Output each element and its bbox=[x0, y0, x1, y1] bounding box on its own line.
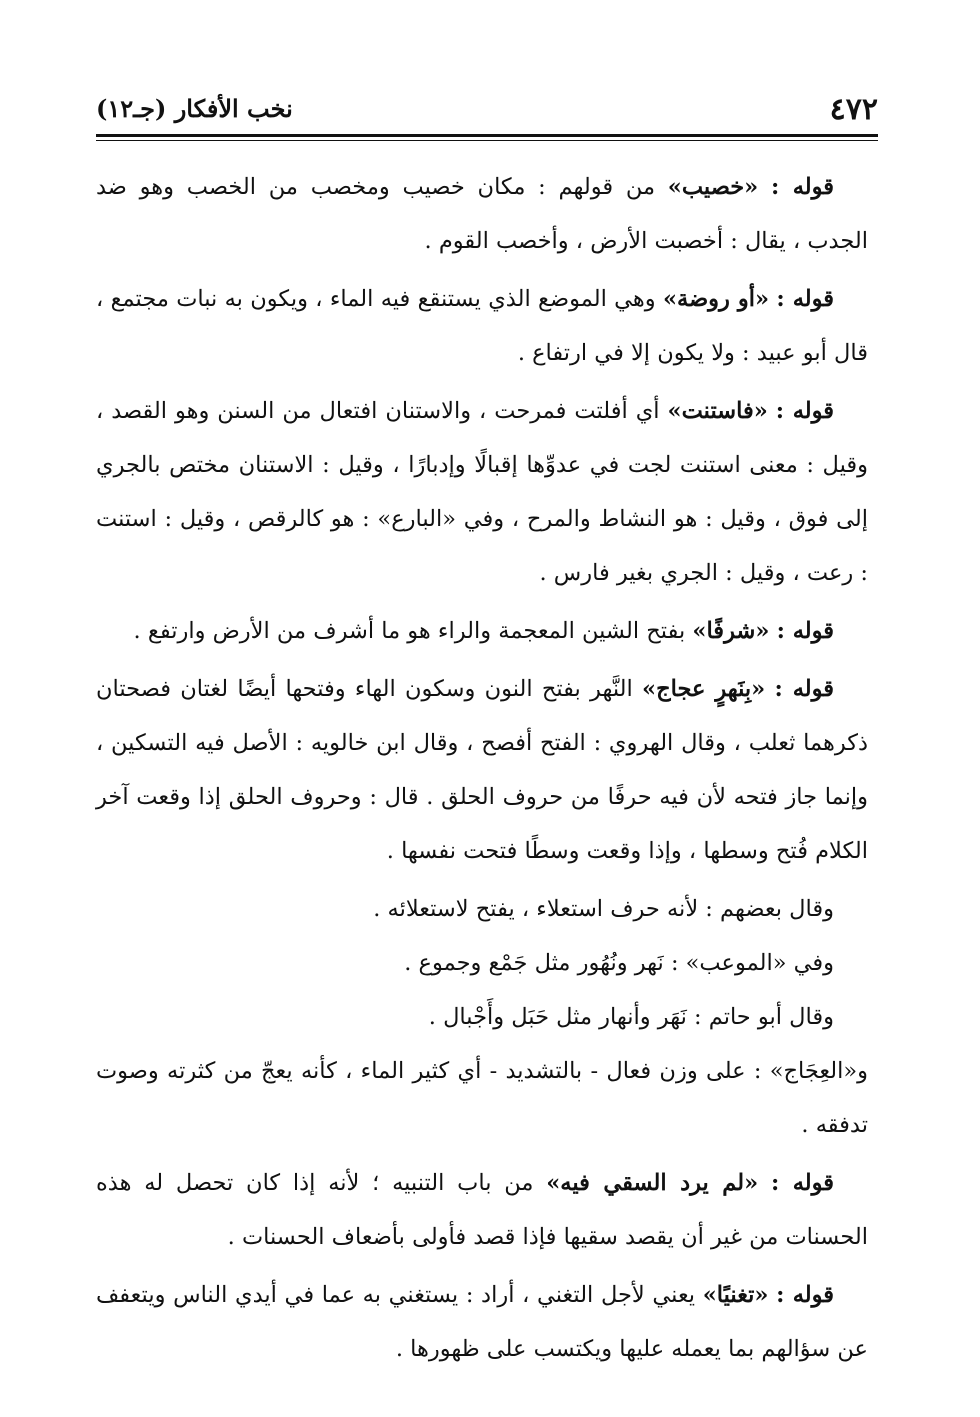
paragraph-taghanniyan bbox=[96, 1268, 868, 1376]
paragraph-rawda bbox=[96, 272, 868, 380]
paragraph-text: وهي الموضع الذي يستنقع فيه الماء ، ويكون به نبات مجتمع ، قال أبو عبيد : ولا يكون إلا في ارتفاع . bbox=[96, 286, 868, 366]
paragraph-text: من قولهم : مكان خصيب ومخصب من الخصب وهو ضد الجدب ، يقال : أخصبت الأرض ، وأخصب القوم . bbox=[96, 174, 868, 254]
paragraph-lead: قوله : bbox=[770, 1170, 834, 1196]
quoted-term: «أو روضة» bbox=[662, 286, 770, 312]
paragraph-text: بفتح الشين المعجمة والراء هو ما أشرف من الأرض وارتفع . bbox=[133, 618, 693, 644]
paragraph-lead: قوله : bbox=[775, 398, 835, 424]
running-header bbox=[96, 92, 878, 128]
indented-line: وقال بعضهم : لأنه حرف استعلاء ، يفتح لاستعلائه . bbox=[373, 896, 834, 922]
quoted-term: «تغنيًا» bbox=[702, 1282, 769, 1308]
header-rule bbox=[96, 134, 878, 137]
paragraph-lead: قوله : bbox=[770, 174, 835, 200]
paragraph-text: النَّهر بفتح النون وسكون الهاء وفتحها أيضًا لغتان فصحتان ذكرهما ثعلب ، وقال الهروي : الفتح أفصح ، وقال ابن خالويه : الأصل فيه التسكين ، وإنما جاز فتحه لأن فيه حرفًا من حروف الحلق . قال : وحروف الحلق إذا وقعت آخر الكلام فُتح وسطها ، وإذا وقعت وسطًا فتحت نفسها . bbox=[96, 676, 868, 864]
indented-line: وقال أبو حاتم : نَهَر وأنهار مثل حَبَل وأَجْبال . bbox=[428, 1004, 834, 1030]
indented-line: وفي «الموعب» : نَهر ونُهُور مثل جَمْع وجموع . bbox=[404, 950, 834, 976]
page-number: ٤٧٢ bbox=[829, 92, 878, 127]
paragraph-saqy bbox=[96, 1156, 868, 1264]
paragraph-sharafan bbox=[96, 604, 868, 658]
paragraph-ajaj: و«العِجَاج» : على وزن فعال - بالتشديد - أي كثير الماء ، كأنه يعجّ من كثرته وصوت تدفقه . bbox=[96, 1058, 868, 1138]
quoted-term: «فاستنت» bbox=[667, 398, 768, 424]
quoted-term: «خصيب» bbox=[667, 174, 759, 200]
quoted-term: «بِنَهرٍ عجاج» bbox=[642, 676, 766, 702]
paragraph-lead: قوله : bbox=[776, 1282, 835, 1308]
paragraph-text: أي أفلتت فمرحت ، والاستنان افتعال من السنن وهو القصد ، وقيل : معنى استنت لجت في عدوِّها إقبالًا وإدبارًا ، وقيل : الاستنان مختص بالجري إلى فوق ، وقيل : هو النشاط والمرح ، وفي «البارع» : هو كالرقص ، وقيل : استنت : رعت ، وقيل : الجري بغير فارس . bbox=[96, 398, 868, 586]
book-title: نخب الأفكار (جـ١٢) bbox=[96, 94, 293, 123]
quoted-term: «لم يرد السقي فيه» bbox=[546, 1170, 759, 1196]
paragraph-lead: قوله : bbox=[774, 676, 835, 702]
paragraph-lead: قوله : bbox=[776, 618, 834, 644]
paragraph-text: يعني لأجل التغني ، أراد : يستغني به عما في أيدي الناس ويتعفف عن سؤالهم بما يعمله عليها ويكتسب على ظهورها . bbox=[96, 1282, 868, 1362]
quoted-term: «شرفًا» bbox=[692, 618, 770, 644]
paragraph-khasib bbox=[96, 160, 868, 268]
header-rule-thin bbox=[96, 140, 878, 141]
paragraph-text: من باب التنبيه ؛ لأنه إذا كان تحصل له هذه الحسنات من غير أن يقصد سقيها فإذا قصد فأولى بأضعاف الحسنات . bbox=[96, 1170, 868, 1250]
paragraph-nahr bbox=[96, 662, 868, 878]
paragraph-lead: قوله : bbox=[776, 286, 834, 312]
body-text bbox=[96, 160, 868, 1380]
paragraph-fastannat bbox=[96, 384, 868, 600]
